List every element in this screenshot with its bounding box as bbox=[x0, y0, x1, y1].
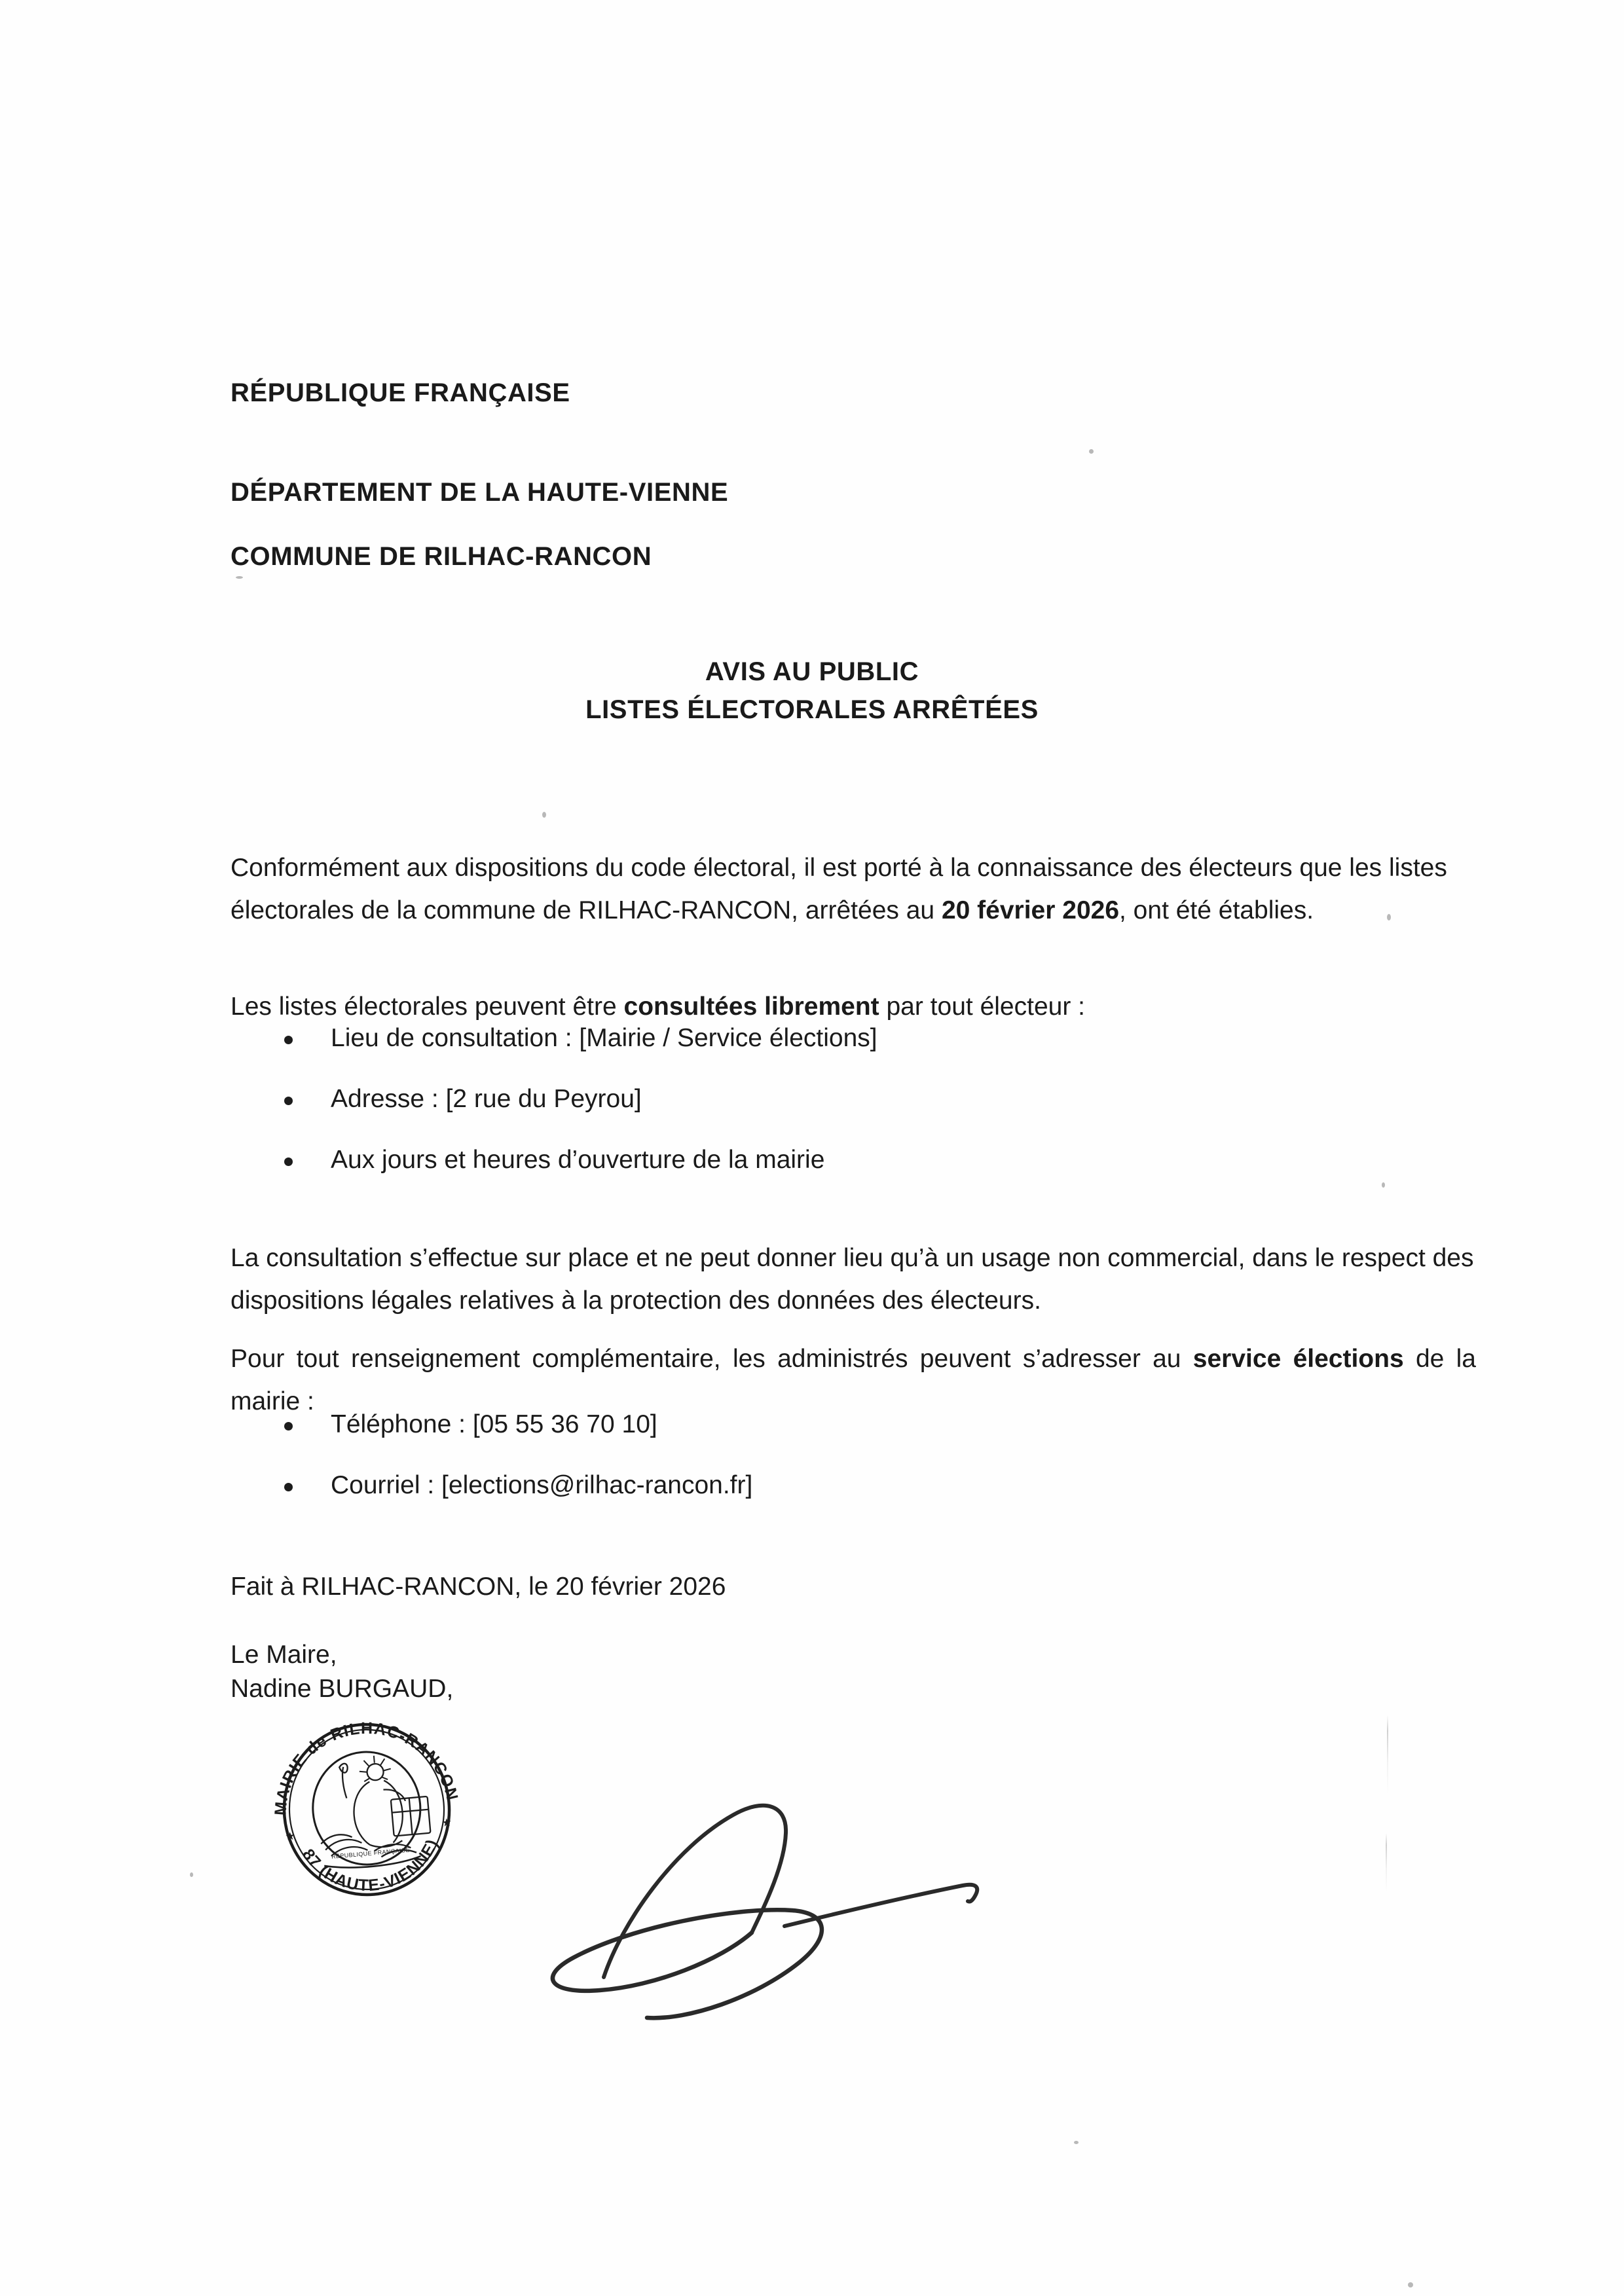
paragraph-consultation-text-before: Les listes électorales peuvent être bbox=[231, 993, 624, 1021]
paragraph-consultation-conditions: La consultation s’effectue sur place et ne peut donner lieu qu’à un usage non commercial, dans le respect des dispositions légales relatives à la protection des données des électeurs. bbox=[231, 1244, 1474, 1315]
stamp-center-caption: RÉPUBLIQUE FRANÇAISE bbox=[331, 1846, 411, 1860]
list-item bbox=[231, 1021, 1476, 1055]
scan-artifact-speck bbox=[1382, 1182, 1385, 1188]
stamp-star-left-icon: ★ bbox=[284, 1829, 296, 1843]
consultation-item-location: Lieu de consultation : [Mairie / Service élections] bbox=[331, 1024, 877, 1052]
consultation-item-hours: Aux jours et heures d’ouverture de la mairie bbox=[331, 1146, 825, 1174]
scan-artifact-speck bbox=[236, 576, 243, 579]
document-title-line-1: AVIS AU PUBLIC bbox=[705, 657, 919, 686]
paragraph-conformement-text-after: , ont été établies. bbox=[1119, 896, 1314, 924]
stamp-top-arc-label: MAIRIE de RILHAC-RANCON bbox=[271, 1719, 462, 1816]
list-item bbox=[231, 1468, 1476, 1503]
contact-details-list bbox=[231, 1408, 1476, 1503]
service-elections-emphasis: service élections bbox=[1192, 1345, 1404, 1373]
scan-artifact-speck bbox=[190, 1872, 193, 1877]
arret-date: 20 février 2026 bbox=[941, 896, 1120, 924]
signatory-role: Le Maire, bbox=[231, 1641, 337, 1669]
list-item bbox=[231, 1082, 1476, 1116]
scan-artifact-speck bbox=[1089, 449, 1094, 454]
stamp-star-right-icon: ★ bbox=[441, 1815, 452, 1830]
paragraph-renseignement-text-after: de la mairie : bbox=[231, 1345, 1476, 1415]
consultation-details-list bbox=[231, 1021, 1476, 1177]
letterhead-department: DÉPARTEMENT DE LA HAUTE-VIENNE bbox=[231, 478, 729, 507]
signature-graphic bbox=[458, 1761, 1022, 2023]
paragraph-consultation-text-after: par tout électeur : bbox=[879, 993, 1085, 1021]
consultation-item-address: Adresse : [2 rue du Peyrou] bbox=[331, 1085, 642, 1113]
paragraph-conformement bbox=[231, 847, 1476, 932]
letterhead-commune: COMMUNE DE RILHAC-RANCON bbox=[231, 542, 652, 571]
official-stamp-graphic bbox=[262, 1705, 471, 1914]
document-title-line-2: LISTES ÉLECTORALES ARRÊTÉES bbox=[585, 695, 1039, 724]
scan-artifact-line bbox=[1387, 1715, 1388, 1794]
paragraph-conformement-text-before: Conformément aux dispositions du code électoral, il est porté à la connaissance des électeurs que les listes électorales de la commune de RILHAC-RANCON, arrêtées au bbox=[231, 854, 1447, 924]
letterhead-republic: RÉPUBLIQUE FRANÇAISE bbox=[231, 378, 570, 407]
scan-artifact-speck bbox=[1074, 2141, 1079, 2144]
place-and-date: Fait à RILHAC-RANCON, le 20 février 2026 bbox=[231, 1573, 726, 1601]
official-stamp bbox=[262, 1705, 471, 1914]
contact-item-email: Courriel : [elections@rilhac-rancon.fr] bbox=[331, 1471, 753, 1499]
paragraph-renseignement-text-before: Pour tout renseignement complémentaire, les administrés peuvent s’adresser au bbox=[231, 1345, 1193, 1373]
signatory-name: Nadine BURGAUD, bbox=[231, 1675, 454, 1703]
stamp-bottom-arc-label: 87 (HAUTE-VIENNE) bbox=[298, 1836, 442, 1895]
consultation-emphasis: consultées librement bbox=[623, 993, 879, 1021]
contact-item-phone: Téléphone : [05 55 36 70 10] bbox=[331, 1410, 657, 1438]
mayor-handwritten-signature bbox=[458, 1761, 1022, 2023]
scan-artifact-speck bbox=[542, 812, 546, 818]
scan-artifact-line bbox=[1386, 1833, 1387, 1892]
scan-artifact-speck bbox=[1408, 2282, 1413, 2287]
list-item bbox=[231, 1408, 1476, 1442]
list-item bbox=[231, 1143, 1476, 1177]
